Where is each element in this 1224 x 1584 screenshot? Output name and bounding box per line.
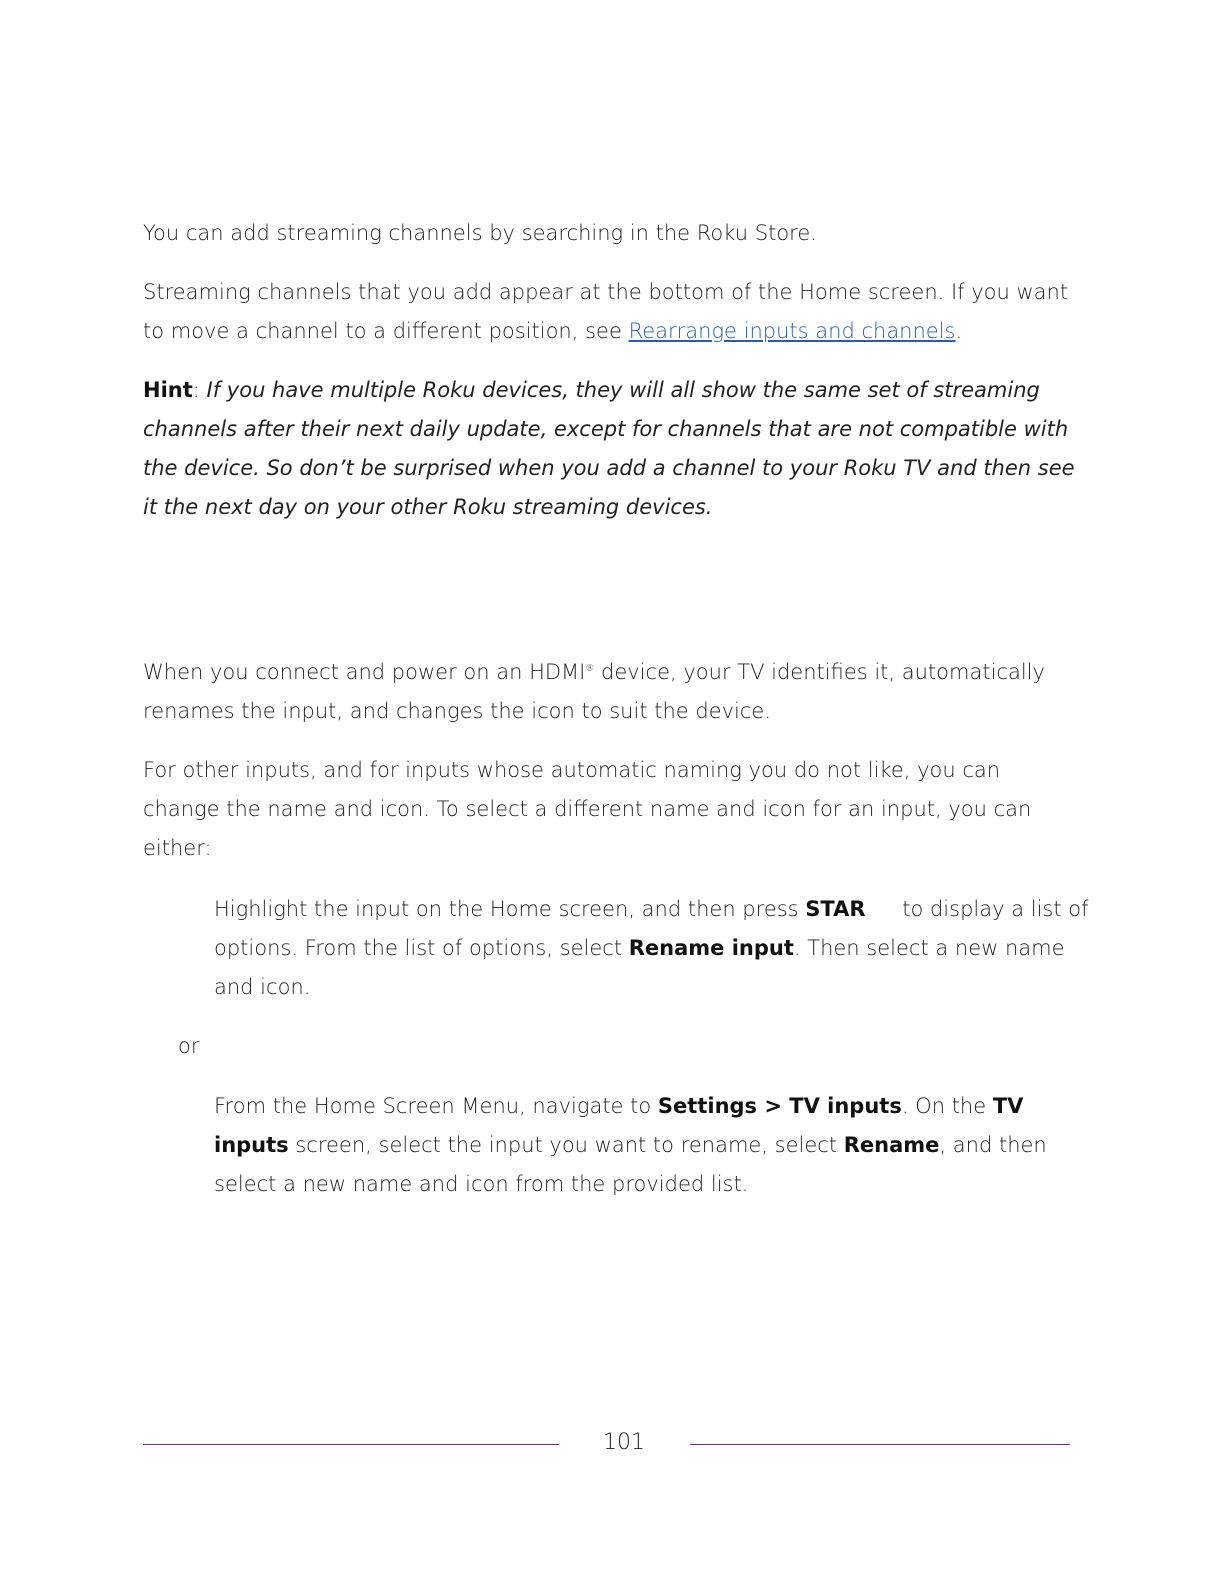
or-text: or	[178, 1034, 200, 1058]
streaming-channels-text: Streaming channels that you add appear at the bottom of the Home screen. If you want to move a channel to a different position, see	[143, 280, 1069, 343]
hint-text: If you have multiple Roku devices, they will all show the same set of streaming channels after their next daily update, except for channels that are not compatible with the device. So don’t be surprised when you add a channel to your Roku TV and then see it the next day on your other Roku streaming devices.	[143, 378, 1075, 519]
other-inputs-paragraph	[143, 751, 1083, 868]
hint-label: Hint	[143, 378, 193, 402]
or-separator	[178, 1027, 1118, 1066]
star-button-label: STAR	[805, 897, 866, 921]
rename-label: Rename	[843, 1133, 940, 1157]
footer-rule-right	[690, 1444, 1070, 1445]
page-number: 101	[603, 1430, 645, 1455]
hdmi-text-a: When you connect and power on an HDMI	[143, 660, 586, 684]
option2-text-d: , and then select a new name and icon from the provided list.	[214, 1133, 1047, 1196]
hdmi-text-b: device, your TV identifies it, automatically renames the input, and changes the icon to suit the device.	[143, 660, 1045, 723]
settings-tv-inputs-label: Settings > TV inputs	[657, 1094, 902, 1118]
rename-input-label: Rename input	[628, 936, 794, 960]
tv-inputs-label: TV inputs	[214, 1094, 1024, 1157]
hdmi-paragraph	[143, 653, 1083, 731]
registered-mark: ®	[585, 664, 595, 674]
option2-text-c: screen, select the input you want to rename, select	[288, 1133, 844, 1157]
option1-text-b: to display a list of options. From the list of options, select	[214, 897, 1089, 960]
hint-paragraph	[143, 371, 1083, 527]
intro-paragraph	[143, 214, 1083, 253]
other-inputs-text: For other inputs, and for inputs whose automatic naming you do not like, you can change the name and icon. To select a different name and icon for an input, you can either:	[143, 758, 1032, 860]
footer-rule-left	[143, 1444, 559, 1445]
period: .	[955, 319, 963, 343]
option-settings-paragraph	[214, 1087, 1094, 1204]
intro-text: You can add streaming channels by searching in the Roku Store.	[143, 221, 817, 245]
option2-text-b: . On the	[901, 1094, 993, 1118]
option-star-paragraph	[214, 890, 1094, 1007]
rearrange-inputs-link[interactable]: Rearrange inputs and channels	[628, 319, 956, 343]
hint-separator: :	[192, 378, 207, 402]
option1-text-a: Highlight the input on the Home screen, and then press	[214, 897, 806, 921]
option1-text-c: . Then select a new name and icon.	[214, 936, 1065, 999]
option2-text-a: From the Home Screen Menu, navigate to	[214, 1094, 658, 1118]
streaming-channels-paragraph	[143, 273, 1083, 351]
